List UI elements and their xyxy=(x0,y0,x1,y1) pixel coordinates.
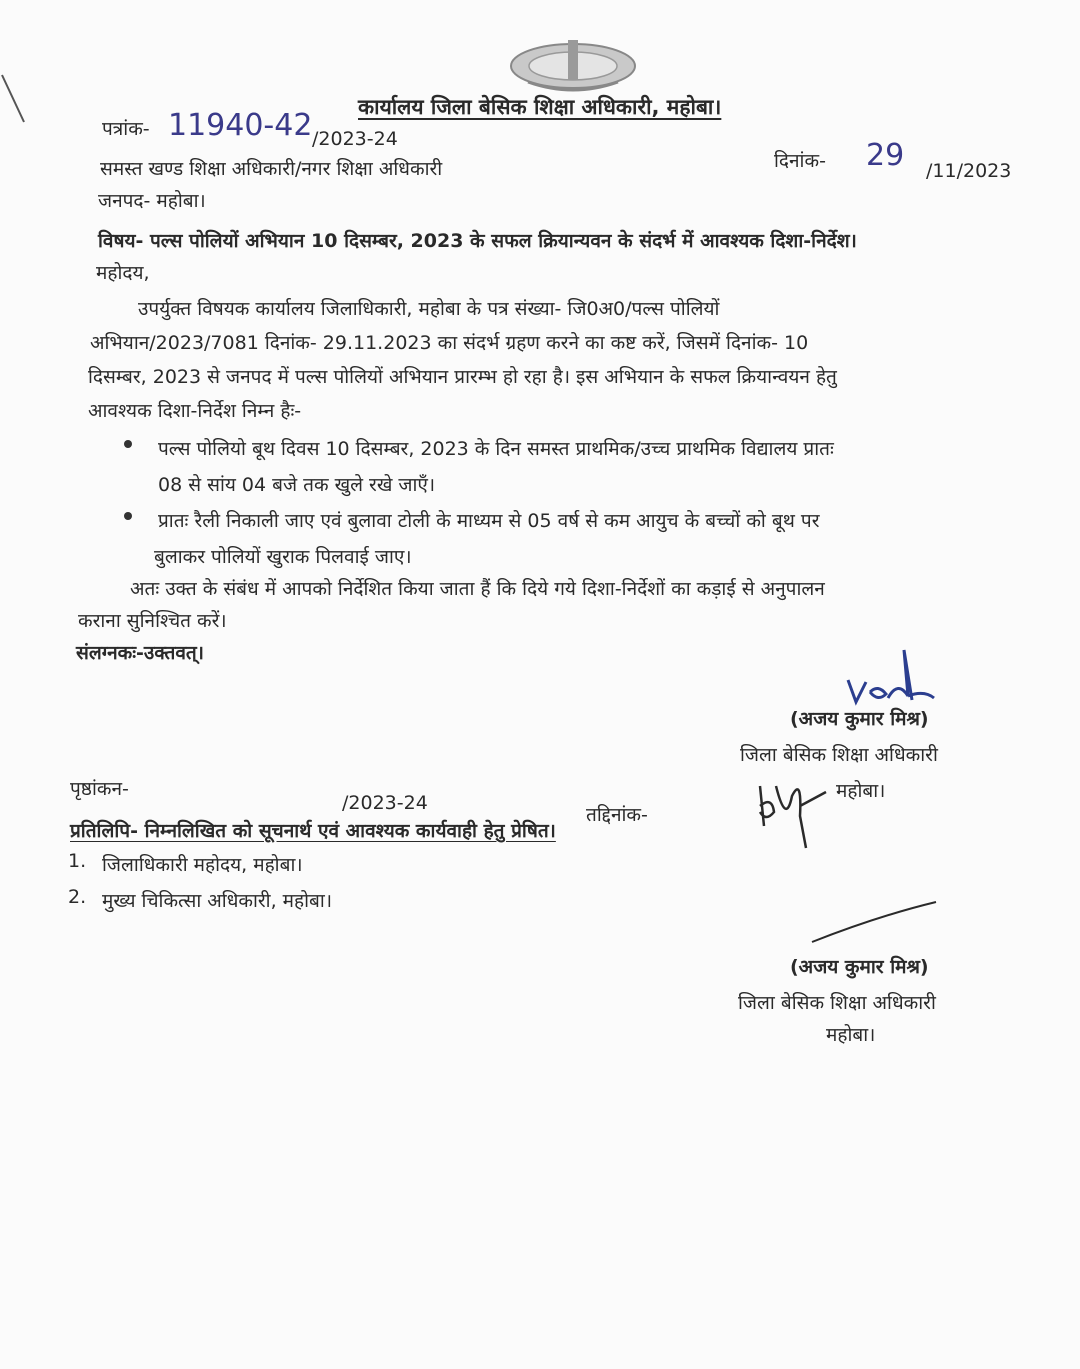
signatory-place: महोबा। xyxy=(826,1024,876,1046)
endorsement-date-label: तद्दिनांक- xyxy=(586,804,648,826)
para-line: आवश्यक दिशा-निर्देश निम्न हैः- xyxy=(88,400,302,422)
bullet-dot xyxy=(124,440,132,448)
recipient-item: जिलाधिकारी महोदय, महोबा। xyxy=(102,854,303,876)
handwritten-signature-icon xyxy=(838,640,948,710)
ref-year: /2023-24 xyxy=(312,128,398,150)
endorsement-year: /2023-24 xyxy=(342,792,428,814)
bullet-1-line1: पल्स पोलियो बूथ दिवस 10 दिसम्बर, 2023 के दिन समस्त प्राथमिक/उच्च प्राथमिक विद्यालय प्रातः xyxy=(158,438,834,460)
signatory-place: महोबा। xyxy=(836,780,886,802)
subject-line xyxy=(98,228,978,254)
date-label: दिनांक- xyxy=(774,150,826,172)
subject-text: पल्स पोलियों अभियान 10 दिसम्बर, 2023 के सफल क्रियान्यवन के संदर्भ में आवश्यक दिशा-निर्देश। xyxy=(150,230,857,252)
copy-heading: प्रतिलिपि- निम्नलिखित को सूचनार्थ एवं आवश्यक कार्यवाही हेतु प्रेषित। xyxy=(70,820,556,842)
subject-label: विषय- xyxy=(98,230,144,252)
office-title: कार्यालय जिला बेसिक शिक्षा अधिकारी, महोबा। xyxy=(358,95,722,119)
ref-label: पत्रांक- xyxy=(102,118,150,140)
closing-line2: कराना सुनिश्चित करें। xyxy=(78,610,227,632)
signature-stroke-icon xyxy=(808,896,942,946)
addressee-line: समस्त खण्ड शिक्षा अधिकारी/नगर शिक्षा अधिकारी xyxy=(100,158,443,180)
enclosure-note: संलग्नकः-उक्तवत्। xyxy=(76,642,204,664)
signatory-name: (अजय कुमार मिश्र) xyxy=(790,708,929,730)
bullet-dot xyxy=(124,512,132,520)
margin-pen-mark xyxy=(0,70,30,130)
para-line: दिसम्बर, 2023 से जनपद में पल्स पोलियों अभियान प्रारम्भ हो रहा है। इस अभियान के सफल क्रियान्वयन हेतु xyxy=(88,366,837,388)
para-line: उपर्युक्त विषयक कार्यालय जिलाधिकारी, महोबा के पत्र संख्या- जि0अ0/पल्स पोलियों xyxy=(138,298,720,320)
ref-number-handwritten: 11940-42 xyxy=(168,108,313,143)
para-line: अभियान/2023/7081 दिनांक- 29.11.2023 का संदर्भ ग्रहण करने का कष्ट करें, जिसमें दिनांक- 10 xyxy=(90,332,809,354)
date-rest: /11/2023 xyxy=(926,160,1012,182)
bullet-1-line2: 08 से सांय 04 बजे तक खुले रखे जाएँ। xyxy=(158,474,436,496)
salutation: महोदय, xyxy=(96,262,150,284)
signatory-designation: जिला बेसिक शिक्षा अधिकारी xyxy=(738,992,936,1014)
date-day-handwritten: 29 xyxy=(866,138,905,173)
addressee-district: जनपद- महोबा। xyxy=(98,190,206,212)
endorsement-label: पृष्ठांकन- xyxy=(70,778,129,800)
emblem-seal-icon xyxy=(508,36,638,96)
recipient-number: 2. xyxy=(68,886,87,908)
signatory-name: (अजय कुमार मिश्र) xyxy=(790,956,929,978)
recipient-number: 1. xyxy=(68,850,87,872)
recipient-item: मुख्य चिकित्सा अधिकारी, महोबा। xyxy=(102,890,333,912)
signatory-designation: जिला बेसिक शिक्षा अधिकारी xyxy=(740,744,938,766)
bullet-2-line2: बुलाकर पोलियों खुराक पिलवाई जाए। xyxy=(154,546,412,568)
closing-line1: अतः उक्त के संबंध में आपको निर्देशित किया जाता हैं कि दिये गये दिशा-निर्देशों का कड़ाई से अनुपालन xyxy=(130,578,825,600)
initials-signature-icon xyxy=(752,766,832,856)
bullet-2-line1: प्रातः रैली निकाली जाए एवं बुलावा टोली के माध्यम से 05 वर्ष से कम आयुच के बच्चों को बूथ पर xyxy=(158,510,820,532)
